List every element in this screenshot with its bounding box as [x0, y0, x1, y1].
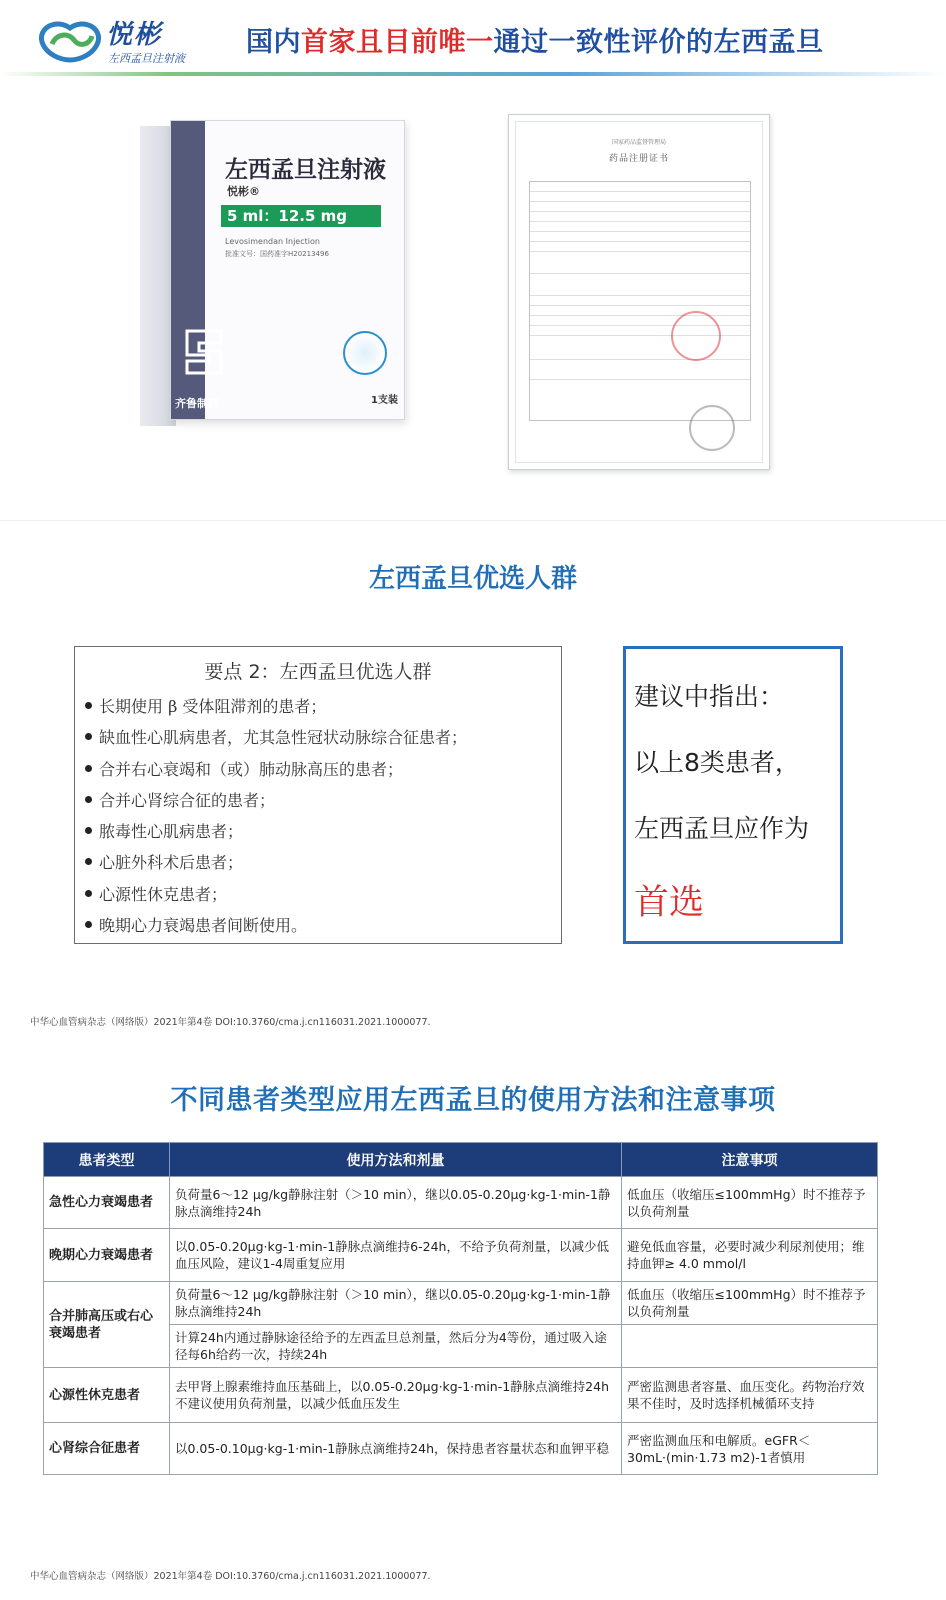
list-item: 脓毒性心肌病患者； — [85, 816, 467, 847]
box-brand: 悦彬® — [227, 185, 260, 198]
title-part2: 通过一致性评价的左西孟旦 — [493, 27, 824, 58]
header-divider — [0, 72, 946, 76]
list-item: 心脏外科术后患者； — [85, 847, 467, 878]
recommendation-line3: 左西孟旦应作为 — [634, 814, 810, 843]
page-header — [0, 0, 946, 78]
certificate-row — [530, 242, 750, 252]
recommendation-emphasis: 首选 — [634, 883, 705, 923]
box-maker: 齐鲁制药 — [175, 397, 219, 410]
certificate-table — [529, 181, 751, 421]
certificate-row — [530, 182, 750, 192]
patient-type-cell: 心肾综合征患者 — [44, 1423, 170, 1475]
certificate-row — [530, 252, 750, 274]
certificate-title: 药品注册证书 — [608, 154, 669, 164]
page-title — [246, 20, 824, 59]
key-points-title: 要点 2：左西孟旦优选人群 — [204, 661, 432, 683]
patient-type-cell: 合并肺高压或右心衰竭患者 — [44, 1282, 170, 1368]
citation-section3: 中华心血管病杂志（网络版）2021年第4卷 DOI:10.3760/cma.j.cn116031.2021.1000077. — [30, 1571, 431, 1582]
list-item: 合并心肾综合征的患者； — [85, 785, 467, 816]
certificate-row — [530, 232, 750, 242]
certificate-row — [530, 296, 750, 306]
bullet-icon — [85, 827, 92, 834]
note-cell — [622, 1325, 878, 1368]
certificate-row — [530, 274, 750, 296]
brand-subtitle: 左西孟旦注射液 — [108, 52, 185, 65]
note-cell: 避免低血容量，必要时减少利尿剂使用；维持血钾≥ 4.0 mmol/l — [622, 1229, 878, 1282]
note-cell: 严密监测患者容量、血压变化。药物治疗效果不佳时，及时选择机械循环支持 — [622, 1368, 878, 1423]
note-cell: 低血压（收缩压≤100mmHg）时不推荐予以负荷剂量 — [622, 1282, 878, 1325]
box-approval: 批准文号：国药准字H20213496 — [225, 250, 329, 258]
brand-logo-icon — [34, 14, 106, 64]
patient-type-cell: 急性心力衰竭患者 — [44, 1177, 170, 1229]
method-cell: 以0.05-0.20μg·kg-1·min-1静脉点滴维持6-24h，不给予负荷剂量，以减少低血压风险，建议1-4周重复应用 — [170, 1229, 622, 1282]
table-row — [44, 1282, 878, 1325]
red-stamp-icon — [671, 311, 721, 361]
title-part1: 国内 — [246, 27, 301, 58]
method-cell: 以0.05-0.10μg·kg-1·min-1静脉点滴维持24h，保持患者容量状态和血钾平稳 — [170, 1423, 622, 1475]
table-row — [44, 1325, 878, 1368]
header-patient-type: 患者类型 — [44, 1143, 170, 1177]
section-divider — [0, 520, 946, 521]
note-cell: 严密监测血压和电解质。eGFR＜30mL·(min·1.73 m2)-1者慎用 — [622, 1423, 878, 1475]
header-notes: 注意事项 — [622, 1143, 878, 1177]
certificate-row — [530, 360, 750, 380]
certificate-row — [530, 306, 750, 316]
bullet-icon — [85, 765, 92, 772]
table-row — [44, 1423, 878, 1475]
box-front — [170, 120, 405, 420]
list-item: 晚期心力衰竭患者间断使用。 — [85, 910, 467, 941]
list-item: 合并右心衰竭和（或）肺动脉高压的患者； — [85, 754, 467, 785]
certificate-row — [530, 202, 750, 212]
bullet-icon — [85, 890, 92, 897]
box-product-name: 左西孟旦注射液 — [225, 157, 386, 183]
certificate-row — [530, 192, 750, 202]
note-cell: 低血压（收缩压≤100mmHg）时不推荐予以负荷剂量 — [622, 1177, 878, 1229]
method-cell: 计算24h内通过静脉途径给予的左西孟旦总剂量，然后分为4等份，通过吸入途径每6h给药一次，持续24h — [170, 1325, 622, 1368]
certificate-row — [530, 222, 750, 232]
bullet-icon — [85, 702, 92, 709]
gray-stamp-icon — [689, 405, 735, 451]
method-cell: 负荷量6～12 μg/kg静脉注射（＞10 min），继以0.05-0.20μg·kg-1·min-1静脉点滴维持24h — [170, 1282, 622, 1325]
box-dose: 5 ml：12.5 mg — [221, 205, 381, 227]
bullet-icon — [85, 858, 92, 865]
consistency-seal-icon — [343, 331, 387, 375]
section2-title: 左西孟旦优选人群 — [368, 564, 577, 594]
brand-name: 悦彬 — [106, 20, 163, 50]
table-row — [44, 1229, 878, 1282]
patient-type-cell: 晚期心力衰竭患者 — [44, 1229, 170, 1282]
recommendation-line2: 以上8类患者， — [634, 748, 800, 777]
method-cell: 负荷量6～12 μg/kg静脉注射（＞10 min），继以0.05-0.20μg·kg-1·min-1静脉点滴维持24h — [170, 1177, 622, 1229]
bullet-icon — [85, 921, 92, 928]
product-box-image — [140, 112, 405, 442]
bullet-icon — [85, 796, 92, 803]
title-highlight: 首家且目前唯一 — [301, 27, 494, 58]
table-row — [44, 1177, 878, 1229]
key-points-list — [85, 691, 467, 941]
usage-table — [43, 1142, 877, 1475]
certificate-org: 国家药品监督管理局 — [611, 139, 666, 146]
certificate-row — [530, 212, 750, 222]
list-item: 心源性休克患者； — [85, 879, 467, 910]
table-row — [44, 1368, 878, 1423]
box-count: 1支装 — [371, 395, 398, 406]
citation-section2: 中华心血管病杂志（网络版）2021年第4卷 DOI:10.3760/cma.j.cn116031.2021.1000077. — [30, 1017, 431, 1028]
key-points-box — [74, 646, 562, 944]
recommendation-box — [623, 646, 843, 944]
box-english-name: Levosimendan Injection — [225, 237, 320, 246]
bullet-icon — [85, 733, 92, 740]
method-cell: 去甲肾上腺素维持血压基础上，以0.05-0.20μg·kg-1·min-1静脉点滴维持24h 不建议使用负荷剂量，以减少低血压发生 — [170, 1368, 622, 1423]
patient-type-cell: 心源性休克患者 — [44, 1368, 170, 1423]
list-item: 长期使用 β 受体阻滞剂的患者； — [85, 691, 467, 722]
list-item: 缺血性心肌病患者，尤其急性冠状动脉综合征患者； — [85, 722, 467, 753]
table-header-row — [44, 1143, 878, 1177]
section3-title: 不同患者类型应用左西孟旦的使用方法和注意事项 — [170, 1085, 776, 1116]
maker-logo-icon — [177, 321, 231, 381]
recommendation-line1: 建议中指出： — [634, 682, 785, 711]
header-method: 使用方法和剂量 — [170, 1143, 622, 1177]
registration-certificate-image — [508, 114, 770, 470]
